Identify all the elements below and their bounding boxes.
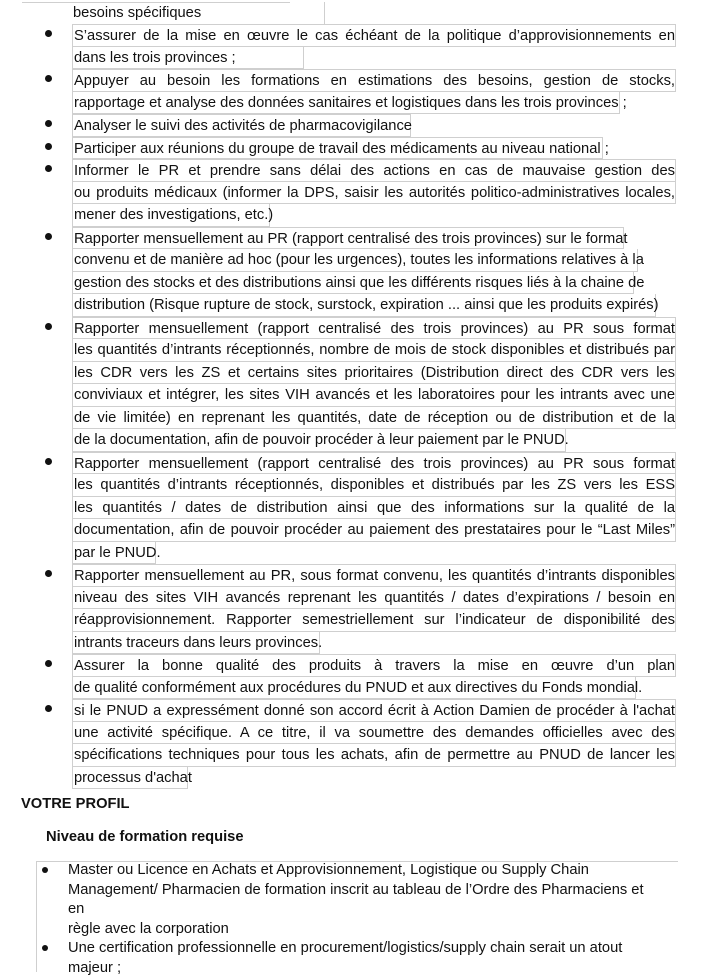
- bullet-icon: [42, 867, 48, 873]
- list-item: [0, 24, 711, 69]
- bullet-icon: [45, 705, 52, 712]
- list-item-line: réapprovisionnement. Rapporter semestriellement sur l’indicateur de disponibilité des: [72, 609, 676, 632]
- list-item: [0, 939, 711, 978]
- bullet-icon: [45, 570, 52, 577]
- profile-heading: VOTRE PROFIL: [21, 796, 130, 812]
- bullet-icon: [45, 458, 52, 465]
- bullet-icon: [45, 323, 52, 330]
- list-item: [0, 861, 711, 939]
- list-item-line: niveau des sites VIH avancés reprenant les quantités / dates d’expirations / besoin en: [72, 587, 676, 610]
- list-item-line: besoins spécifiques: [72, 2, 325, 25]
- list-item-line: de vie limitée) en reprenant les quantités, date de réception ou de distribution et de la: [72, 407, 676, 430]
- bullet-icon: [45, 165, 52, 172]
- education-heading: Niveau de formation requise: [46, 829, 244, 845]
- list-item: [0, 69, 711, 114]
- list-item-line: Assurer la bonne qualité des produits à travers la mise en œuvre d’un plan: [72, 654, 676, 677]
- list-item-line: distribution (Risque rupture de stock, surstock, expiration ... ainsi que les produits expirés): [72, 294, 656, 317]
- list-item-line: Rapporter mensuellement au PR (rapport centralisé des trois provinces) sur le format: [72, 227, 624, 250]
- bullet-icon: [45, 75, 52, 82]
- list-item-line: S’assurer de la mise en œuvre le cas échéant de la politique d’approvisionnements en: [72, 24, 676, 47]
- list-item-line: les quantités d’intrants réceptionnés, disponibles et distribués par les ZS vers les ESS: [72, 474, 676, 497]
- list-item-line: Une certification professionnelle en procurement/logistics/supply chain serait un atout: [68, 939, 658, 959]
- list-item-line: mener des investigations, etc.): [72, 204, 270, 227]
- list-item-line: les quantités / dates de distribution ainsi que des informations sur la qualité de la: [72, 497, 676, 520]
- list-item-line: par le PNUD.: [72, 542, 156, 565]
- bullet-icon: [45, 30, 52, 37]
- list-item: [0, 227, 711, 317]
- list-item-line: Informer le PR et prendre sans délai des actions en cas de mauvaise gestion des: [72, 159, 676, 182]
- list-item-line: documentation, afin de pouvoir procéder au paiement des prestataires pour le “Last Miles”: [72, 519, 676, 542]
- list-item-line: conviviaux et intégrer, les sites VIH avancés et les laboratoires pour les intrants avec une: [72, 384, 676, 407]
- list-item: [0, 699, 711, 789]
- list-item: [0, 564, 711, 654]
- list-item: [0, 137, 711, 160]
- list-item-line: Management/ Pharmacien de formation inscrit au tableau de l’Ordre des Pharmaciens et en: [68, 881, 658, 920]
- list-item: [0, 159, 711, 227]
- list-item-line: si le PNUD a expressément donné son accord écrit à Action Damien de procéder à l'achat: [72, 699, 676, 722]
- list-item-line: de qualité conformément aux procédures du PNUD et aux directives du Fonds mondial.: [72, 677, 636, 700]
- list-item-line: les CDR vers les ZS et certains sites prioritaires (Distribution direct des CDR vers les: [72, 362, 676, 385]
- bullet-icon: [42, 945, 48, 951]
- list-item-line: les quantités d’intrants réceptionnés, nombre de mois de stock disponibles et distribués par: [72, 339, 676, 362]
- list-item-line: Rapporter mensuellement (rapport centralisé des trois provinces) au PR sous format: [72, 317, 676, 340]
- list-item-line: règle avec la corporation: [68, 920, 658, 940]
- requirements-list: [0, 861, 711, 978]
- bullet-icon: [45, 233, 52, 240]
- list-item-line: une activité spécifique. A ce titre, il va soumettre des demandes officielles avec des: [72, 722, 676, 745]
- list-item-line: Rapporter mensuellement (rapport centralisé des trois provinces) au PR sous format: [72, 452, 676, 475]
- duties-list: [0, 2, 711, 789]
- list-item-line: dans les trois provinces ;: [72, 47, 304, 70]
- bullet-icon: [45, 660, 52, 667]
- list-item-line: processus d'achat: [72, 767, 188, 790]
- list-item: [0, 317, 711, 452]
- list-item-line: spécifications techniques pour tous les achats, afin de permettre au PNUD de lancer les: [72, 744, 676, 767]
- list-item: [0, 114, 711, 137]
- list-item-line: de la documentation, afin de pouvoir procéder à leur paiement par le PNUD.: [72, 429, 566, 452]
- list-item-line: Participer aux réunions du groupe de travail des médicaments au niveau national ;: [72, 137, 603, 160]
- bullet-icon: [45, 120, 52, 127]
- list-item: [0, 452, 711, 565]
- list-item-line: ou produits médicaux (informer la DPS, saisir les autorités politico-administratives locales,: [72, 182, 676, 205]
- list-item-line: Master ou Licence en Achats et Approvisionnement, Logistique ou Supply Chain: [68, 861, 658, 881]
- list-item-line: majeur ;: [68, 959, 658, 978]
- list-item-line: Rapporter mensuellement au PR, sous format convenu, les quantités d’intrants disponibles: [72, 564, 676, 587]
- list-item-line: convenu et de manière ad hoc (pour les urgences), toutes les informations relatives à la: [72, 249, 638, 272]
- list-item-line: intrants traceurs dans leurs provinces.: [72, 632, 320, 655]
- list-item: [0, 2, 711, 24]
- bullet-icon: [45, 143, 52, 150]
- list-item-line: gestion des stocks et des distributions ainsi que les différents risques liés à la chaine de: [72, 272, 634, 295]
- list-item-line: Appuyer au besoin les formations en estimations des besoins, gestion de stocks,: [72, 69, 676, 92]
- list-item-line: rapportage et analyse des données sanitaires et logistiques dans les trois provinces ;: [72, 92, 620, 115]
- list-item: [0, 654, 711, 699]
- list-item-line: Analyser le suivi des activités de pharmacovigilance: [72, 114, 411, 137]
